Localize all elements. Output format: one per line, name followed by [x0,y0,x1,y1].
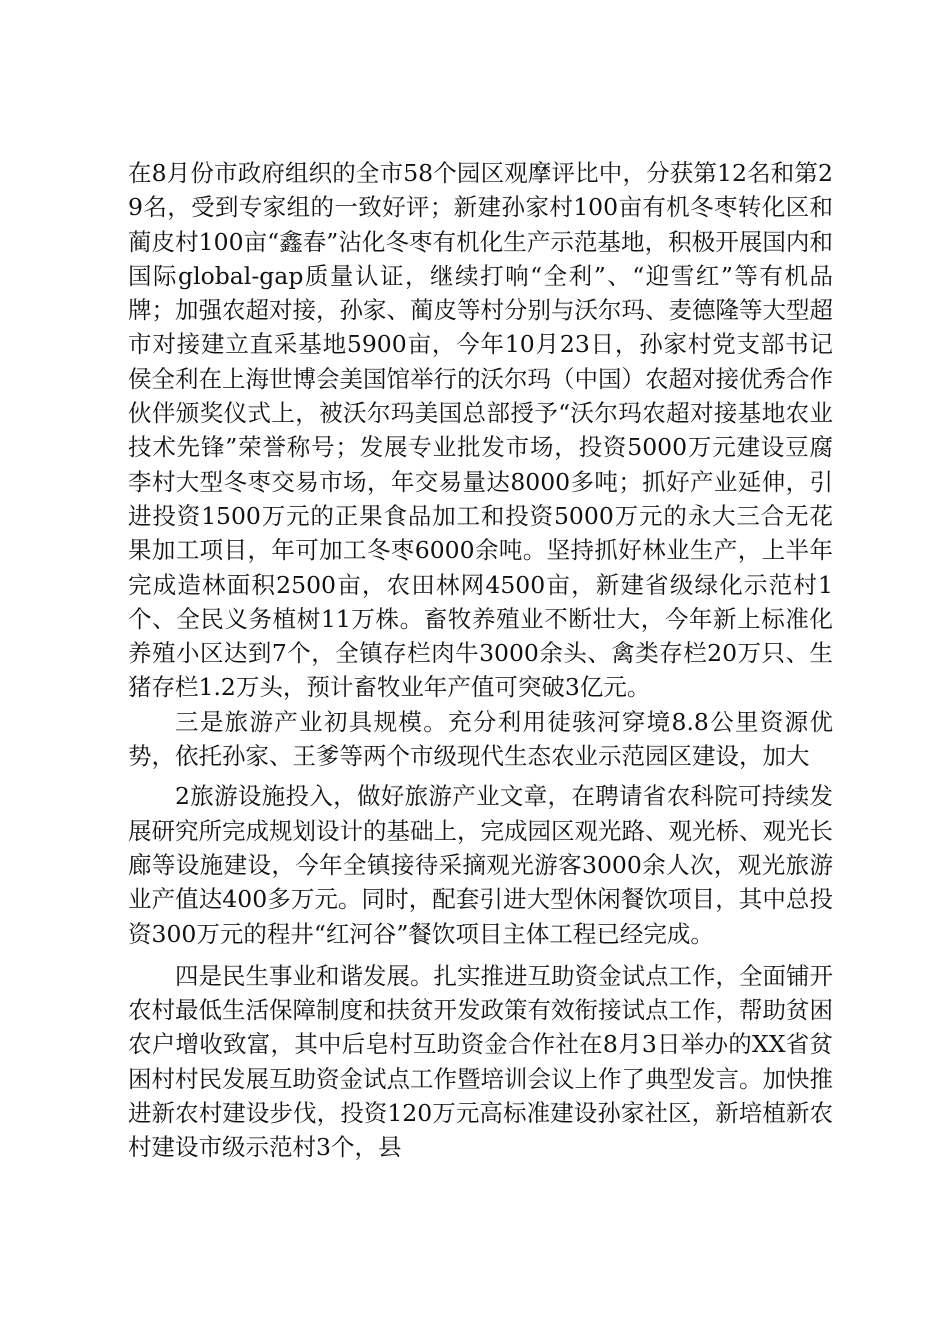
paragraph-tourism-heading: 三是旅游产业初具规模。充分利用徒骇河穿境8.8公里资源优势，依托孙家、王爹等两个市级现代生态农业示范园区建设，加大 [128,707,833,771]
paragraph-livelihood: 四是民生事业和谐发展。扎实推进互助资金试点工作，全面铺开农村最低生活保障制度和扶贫开发政策有效衔接试点工作，帮助贫困农户增收致富，其中后皂村互助资金合作社在8月3日举办的XX省贫困村村民发展互助资金试点工作暨培训会议上作了典型发言。加快推进新农村建设步伐，投资120万元高标准建设孙家社区，新培植新农村建设市级示范村3个，县 [128,961,833,1162]
paragraph-tourism-continued: 2旅游设施投入，做好旅游产业文章，在聘请省农科院可持续发展研究所完成规划设计的基础上，完成园区观光路、观光桥、观光长廊等设施建设，今年全镇接待采摘观光游客3000余人次，观光旅游业产值达400多万元。同时，配套引进大型休闲餐饮项目，其中总投资300万元的程井“红河谷”餐饮项目主体工程已经完成。 [128,782,833,948]
document-body [128,156,833,1165]
paragraph-agriculture: 在8月份市政府组织的全市58个园区观摩评比中，分获第12名和第29名，受到专家组的一致好评；新建孙家村100亩有机冬枣转化区和蔺皮村100亩“鑫春”沾化冬枣有机化生产示范基地，积极开展国内和国际global-gap质量认证，继续打响“全利”、“迎雪红”等有机品牌；加强农超对接，孙家、蔺皮等村分别与沃尔玛、麦德隆等大型超市对接建立直采基地5900亩，今年10月23日，孙家村党支部书记侯全利在上海世博会美国馆举行的沃尔玛（中国）农超对接优秀合作伙伴颁奖仪式上，被沃尔玛美国总部授予“沃尔玛农超对接基地农业技术先锋”荣誉称号；发展专业批发市场，投资5000万元建设豆腐李村大型冬枣交易市场，年交易量达8000多吨；抓好产业延伸，引进投资1500万元的正果食品加工和投资5000万元的永大三合无花果加工项目，年可加工冬枣6000余吨。坚持抓好林业生产，上半年完成造林面积2500亩，农田林网4500亩，新建省级绿化示范村1个、全民义务植树11万株。畜牧养殖业不断壮大，今年新上标准化养殖小区达到7个，全镇存栏肉牛3000余头、禽类存栏20万只、生猪存栏1.2万头，预计畜牧业年产值可突破3亿元。 [128,159,833,702]
